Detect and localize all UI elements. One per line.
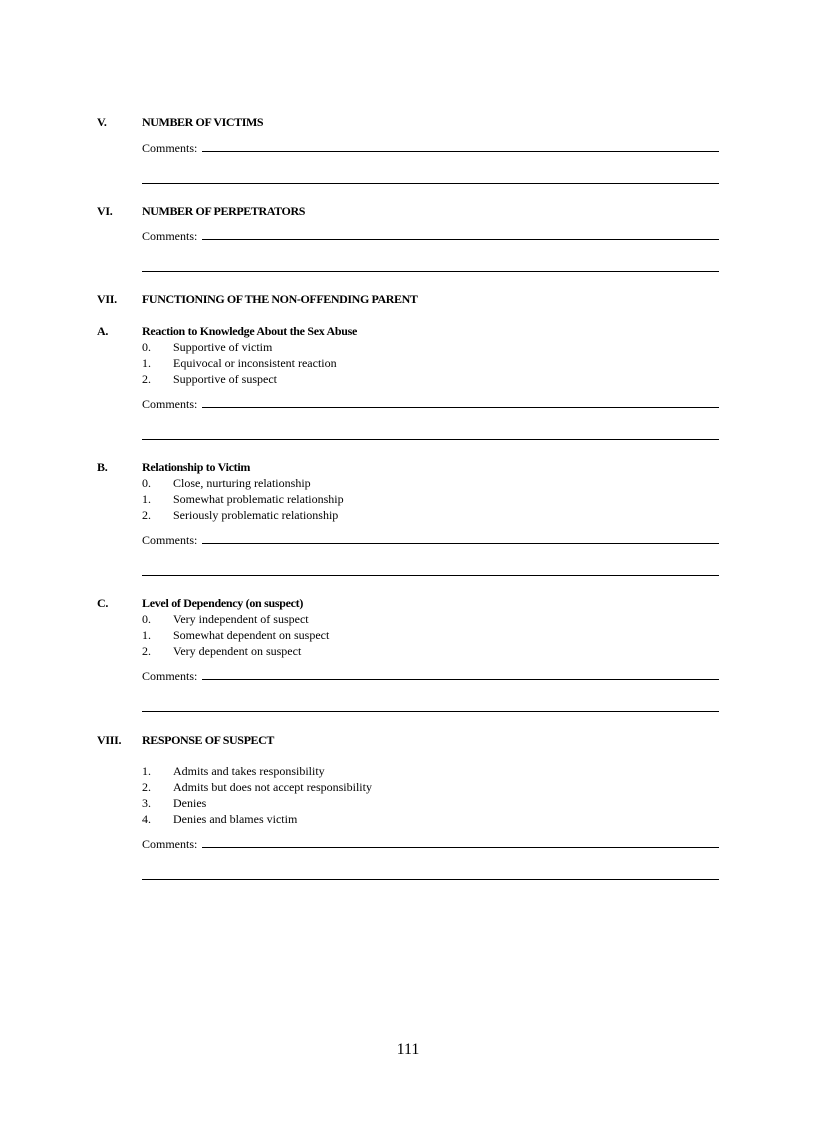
section-v-number: V. [97,115,107,129]
section-viii-title: RESPONSE OF SUSPECT [142,733,274,747]
section-v-comment-line-2[interactable] [142,183,719,184]
option-number: 0. [142,612,151,626]
section-vi-number: VI. [97,204,113,218]
option-text: Admits and takes responsibility [173,764,325,778]
option-text: Seriously problematic relationship [173,508,339,522]
section-vi-comments-label: Comments: [142,229,198,243]
subsection-b-title: Relationship to Victim [142,460,251,474]
subsection-b-letter: B. [97,460,108,474]
option-text: Equivocal or inconsistent reaction [173,356,337,370]
option-number: 2. [142,780,151,794]
option-text: Supportive of victim [173,340,273,354]
subsection-c-comment-line-1[interactable] [202,679,719,680]
subsection-a-comment-line-1[interactable] [202,407,719,408]
section-v-comment-line-1[interactable] [202,151,719,152]
option-number: 3. [142,796,151,810]
option-text: Somewhat dependent on suspect [173,628,330,642]
section-viii-comments-label: Comments: [142,837,198,851]
section-vii-number: VII. [97,292,117,306]
option-text: Admits but does not accept responsibility [173,780,372,794]
subsection-a-letter: A. [97,324,109,338]
subsection-c-title: Level of Dependency (on suspect) [142,596,304,610]
subsection-a-comments-label: Comments: [142,397,198,411]
option-text: Close, nurturing relationship [173,476,311,490]
option-number: 2. [142,644,151,658]
section-viii-comment-line-2[interactable] [142,879,719,880]
subsection-c-letter: C. [97,596,109,610]
option-text: Supportive of suspect [173,372,277,386]
subsection-b-comment-line-2[interactable] [142,575,719,576]
option-number: 2. [142,372,151,386]
option-text: Very independent of suspect [173,612,309,626]
option-number: 1. [142,492,151,506]
option-text: Somewhat problematic relationship [173,492,344,506]
subsection-a-comment-line-2[interactable] [142,439,719,440]
option-text: Denies [173,796,207,810]
option-number: 4. [142,812,151,826]
section-vi-comment-line-1[interactable] [202,239,719,240]
section-v-comments-label: Comments: [142,141,198,155]
section-viii-comment-line-1[interactable] [202,847,719,848]
page-number: 111 [396,1041,420,1058]
option-number: 0. [142,340,151,354]
option-number: 0. [142,476,151,490]
subsection-b-comments-label: Comments: [142,533,198,547]
section-viii-number: VIII. [97,733,122,747]
option-number: 1. [142,356,151,370]
option-number: 1. [142,628,151,642]
section-vi-comment-line-2[interactable] [142,271,719,272]
section-vii-title: FUNCTIONING OF THE NON-OFFENDING PARENT [142,292,418,306]
option-number: 2. [142,508,151,522]
section-vi-title: NUMBER OF PERPETRATORS [142,204,305,218]
subsection-b-comment-line-1[interactable] [202,543,719,544]
option-text: Very dependent on suspect [173,644,302,658]
subsection-a-title: Reaction to Knowledge About the Sex Abuse [142,324,358,338]
section-v-title: NUMBER OF VICTIMS [142,115,264,129]
option-number: 1. [142,764,151,778]
option-text: Denies and blames victim [173,812,298,826]
subsection-c-comments-label: Comments: [142,669,198,683]
subsection-c-comment-line-2[interactable] [142,711,719,712]
